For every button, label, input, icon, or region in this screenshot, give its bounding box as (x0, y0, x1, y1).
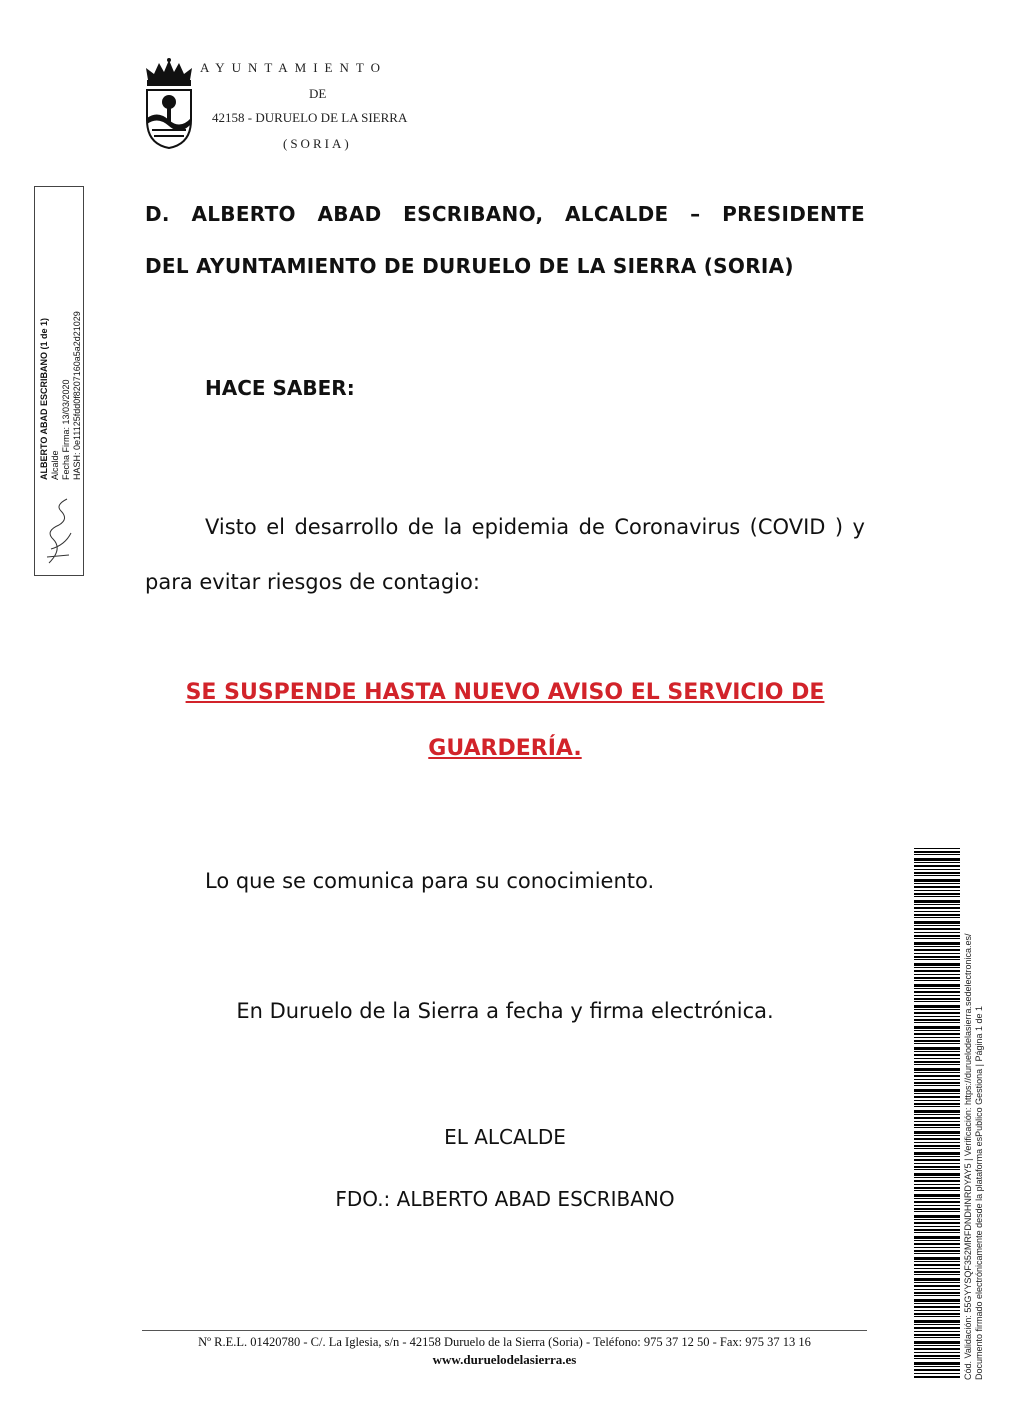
barcode-bar (914, 1366, 960, 1367)
barcode-bar (914, 1373, 960, 1374)
barcode-bar (914, 1334, 960, 1336)
barcode-bar (914, 970, 960, 972)
barcode-bar (914, 907, 960, 909)
barcode-bar (914, 935, 960, 937)
barcode-bar (914, 1352, 960, 1353)
barcode-bar (914, 1051, 960, 1052)
validation-platform-line: Documento firmado electrónicamente desde la plataforma esPublico Gestiona | Página 1 de 1 (974, 1005, 984, 1380)
barcode-bar (914, 1058, 960, 1059)
barcode-bar (914, 1005, 960, 1008)
paragraph-visto: Visto el desarrollo de la epidemia de Coronavirus (COVID ) y para evitar riesgos de contagio: (145, 515, 865, 594)
barcode-bar (914, 1145, 960, 1147)
letterhead-province: (SORIA) (283, 136, 352, 151)
barcode-bar (914, 988, 960, 989)
barcode-bar (914, 1117, 960, 1119)
barcode-bar (914, 1152, 960, 1155)
signatory-title: EL ALCALDE (444, 1125, 566, 1149)
barcode-bar (914, 949, 960, 951)
barcode-bar (914, 1292, 960, 1294)
barcode-bar (914, 875, 960, 876)
barcode-bar (914, 1376, 960, 1378)
barcode-bar (914, 851, 960, 853)
signatory-name: FDO.: ALBERTO ABAD ESCRIBANO (335, 1187, 675, 1211)
barcode-bar (914, 1264, 960, 1266)
barcode-bar (914, 1355, 960, 1357)
barcode-bar (914, 1103, 960, 1105)
barcode-bar (914, 869, 960, 870)
barcode-bar (914, 1205, 960, 1206)
barcode-bar (914, 991, 960, 993)
barcode-bar (914, 1138, 960, 1140)
barcode-bar (914, 1173, 960, 1176)
heading-line-1: D. ALBERTO ABAD ESCRIBANO, ALCALDE – PRESIDENTE (145, 202, 865, 226)
barcode-bar (914, 1295, 960, 1296)
barcode-bar (914, 1320, 960, 1323)
barcode-bar (914, 890, 960, 891)
barcode-bar (914, 879, 960, 882)
barcode-bar (914, 1198, 960, 1199)
letterhead-address: 42158 - DURUELO DE LA SIERRA (212, 110, 408, 125)
barcode-bar (914, 1282, 960, 1283)
barcode-bar (914, 1184, 960, 1185)
barcode-bar (914, 1124, 960, 1126)
barcode-bar (914, 858, 960, 861)
barcode-bar (914, 1054, 960, 1056)
barcode-bar (914, 1082, 960, 1084)
barcode-bar (914, 946, 960, 947)
validation-code-line: Cód. Validación: 55GYYSQF352MRFDNDHNRDYAY5 | Verificación: https://duruelodelasierra.sedelectronica.es/ (963, 933, 973, 1380)
barcode-bar (914, 1106, 960, 1107)
signature-hash: HASH: 0e11125fdd0f8207160a5a2d21029 (72, 311, 82, 480)
barcode-bar (914, 1236, 960, 1239)
barcode-bar (914, 998, 960, 1000)
barcode-bar (914, 928, 960, 930)
barcode-bar (914, 1040, 960, 1042)
barcode-bar (914, 1061, 960, 1063)
barcode-bar (914, 974, 960, 975)
barcode-bar (914, 956, 960, 958)
barcode-bar (914, 1278, 960, 1281)
barcode-bar (914, 1047, 960, 1050)
barcode-bar (914, 1313, 960, 1315)
barcode-bar (914, 1156, 960, 1157)
barcode-bar (914, 1303, 960, 1304)
barcode-bar (914, 1345, 960, 1346)
barcode-bar (914, 980, 960, 981)
barcode-bar (914, 1148, 960, 1149)
barcode-bar (914, 1093, 960, 1094)
barcode-bar (914, 1075, 960, 1077)
barcode-bar (914, 886, 960, 888)
barcode-bar (914, 953, 960, 954)
barcode-bar (914, 1131, 960, 1134)
barcode-bar (914, 1114, 960, 1115)
notice-line-2: GUARDERÍA. (428, 736, 582, 761)
barcode-bar (914, 1253, 960, 1254)
barcode-bar (914, 1299, 960, 1302)
barcode-bar (914, 984, 960, 987)
barcode-bar (914, 1009, 960, 1010)
barcode-bar (914, 1369, 960, 1371)
barcode-bar (914, 963, 960, 966)
barcode-bar (914, 1064, 960, 1065)
barcode-bar (914, 1337, 960, 1338)
barcode-bar (914, 1240, 960, 1241)
signature-details (39, 311, 83, 480)
barcode-bar (914, 1068, 960, 1071)
handwritten-signature (41, 489, 77, 569)
barcode-bar (914, 883, 960, 884)
barcode-bar (914, 967, 960, 968)
barcode-bar (914, 1285, 960, 1287)
barcode-bar (914, 932, 960, 933)
barcode-bar (914, 959, 960, 960)
hace-saber-label: HACE SABER: (205, 376, 355, 400)
barcode-bar (914, 1243, 960, 1245)
footer-website: www.duruelodelasierra.es (432, 1352, 577, 1367)
barcode-bar (914, 1232, 960, 1233)
barcode-bar (914, 1327, 960, 1329)
barcode-bar (914, 893, 960, 895)
signer-role: Alcalde (50, 450, 60, 480)
barcode-bar (914, 1072, 960, 1073)
barcode-bar (914, 1043, 960, 1044)
barcode-bar (914, 1022, 960, 1023)
barcode-bar (914, 1163, 960, 1164)
barcode-bar (914, 1226, 960, 1227)
barcode-bar (914, 1250, 960, 1252)
barcode-bar (914, 1219, 960, 1220)
barcode-bar (914, 1222, 960, 1224)
barcode-bar (914, 1127, 960, 1128)
barcode-bar (914, 977, 960, 979)
barcode-bar (914, 1211, 960, 1212)
barcode-bar (914, 1177, 960, 1178)
barcode-bar (914, 1268, 960, 1269)
paragraph-fecha: En Duruelo de la Sierra a fecha y firma electrónica. (236, 999, 774, 1023)
barcode-bar (914, 921, 960, 924)
barcode-bar (914, 1030, 960, 1031)
barcode-bar (914, 1159, 960, 1161)
barcode-bar (914, 1169, 960, 1170)
barcode-bar (914, 1247, 960, 1248)
footer-address: Nº R.E.L. 01420780 - C/. La Iglesia, s/n - 42158 Duruelo de la Sierra (Soria) - Teléfono: 975 37 12 50 - Fax: 975 37 13 16 (198, 1335, 811, 1349)
barcode-bar (914, 1208, 960, 1210)
barcode-bar (914, 1110, 960, 1113)
barcode-bar (914, 1085, 960, 1086)
barcode-bar (914, 1089, 960, 1092)
barcode-bar (914, 1341, 960, 1344)
barcode-bar (914, 1306, 960, 1308)
signature-box (34, 186, 84, 576)
barcode-bar (914, 1274, 960, 1275)
barcode-bar (914, 1026, 960, 1029)
barcode-bar (914, 1316, 960, 1317)
barcode-bar (914, 1019, 960, 1021)
barcode-bar (914, 1331, 960, 1332)
barcode-bar (914, 1362, 960, 1365)
footer-divider (142, 1330, 867, 1331)
barcode-bar (914, 1194, 960, 1197)
barcode-bar (914, 872, 960, 874)
barcode-bar (914, 1289, 960, 1290)
paragraph-comunica: Lo que se comunica para su conocimiento. (205, 869, 655, 893)
barcode-bar (914, 1257, 960, 1260)
barcode-bar (914, 1324, 960, 1325)
notice-line-1: SE SUSPENDE HASTA NUEVO AVISO EL SERVICIO DE (185, 680, 825, 705)
barcode-bar (914, 911, 960, 912)
barcode-bar (914, 925, 960, 926)
barcode-bar (914, 1215, 960, 1218)
barcode-bar (914, 1012, 960, 1014)
barcode-bar (914, 1310, 960, 1311)
barcode-bar (914, 1261, 960, 1262)
barcode-bar (914, 848, 960, 849)
signature-date: Fecha Firma: 13/03/2020 (61, 379, 71, 480)
barcode-bar (914, 1180, 960, 1182)
barcode-bar (914, 1096, 960, 1098)
barcode-bar (914, 904, 960, 905)
letterhead-line-2: DE (309, 86, 327, 101)
barcode-bar (914, 896, 960, 897)
barcode-bar (914, 1037, 960, 1038)
barcode-bar (914, 995, 960, 996)
barcode-bar (914, 1135, 960, 1136)
barcode-bar (914, 1121, 960, 1122)
signer-name: ALBERTO ABAD ESCRIBANO (1 de 1) (39, 317, 49, 480)
barcode-bar (914, 1079, 960, 1080)
barcode-bar (914, 865, 960, 867)
barcode-bar (914, 1201, 960, 1203)
barcode-bar (914, 1229, 960, 1231)
barcode-bar (914, 917, 960, 918)
barcode-bar (914, 1142, 960, 1143)
barcode-bar (914, 942, 960, 945)
barcode-bar (914, 1271, 960, 1273)
validation-text (963, 933, 985, 1380)
barcode-bar (914, 1358, 960, 1359)
barcode-bar (914, 1348, 960, 1350)
letterhead-line-1: AYUNTAMIENTO (200, 60, 387, 75)
barcode-bar (914, 914, 960, 916)
barcode-bar (914, 938, 960, 939)
coat-of-arms-logo (142, 58, 196, 150)
barcode-bar (914, 1190, 960, 1191)
barcode-bar (914, 1033, 960, 1035)
barcode-bar (914, 862, 960, 863)
barcode-bar (914, 1187, 960, 1189)
barcode-bar (914, 1166, 960, 1168)
barcode-bar (914, 1001, 960, 1002)
barcode-bar (914, 900, 960, 903)
barcode-bar (914, 854, 960, 855)
barcode (914, 848, 960, 1378)
barcode-bar (914, 1016, 960, 1017)
heading-line-2: DEL AYUNTAMIENTO DE DURUELO DE LA SIERRA (SORIA) (145, 254, 794, 278)
barcode-bar (914, 1100, 960, 1101)
